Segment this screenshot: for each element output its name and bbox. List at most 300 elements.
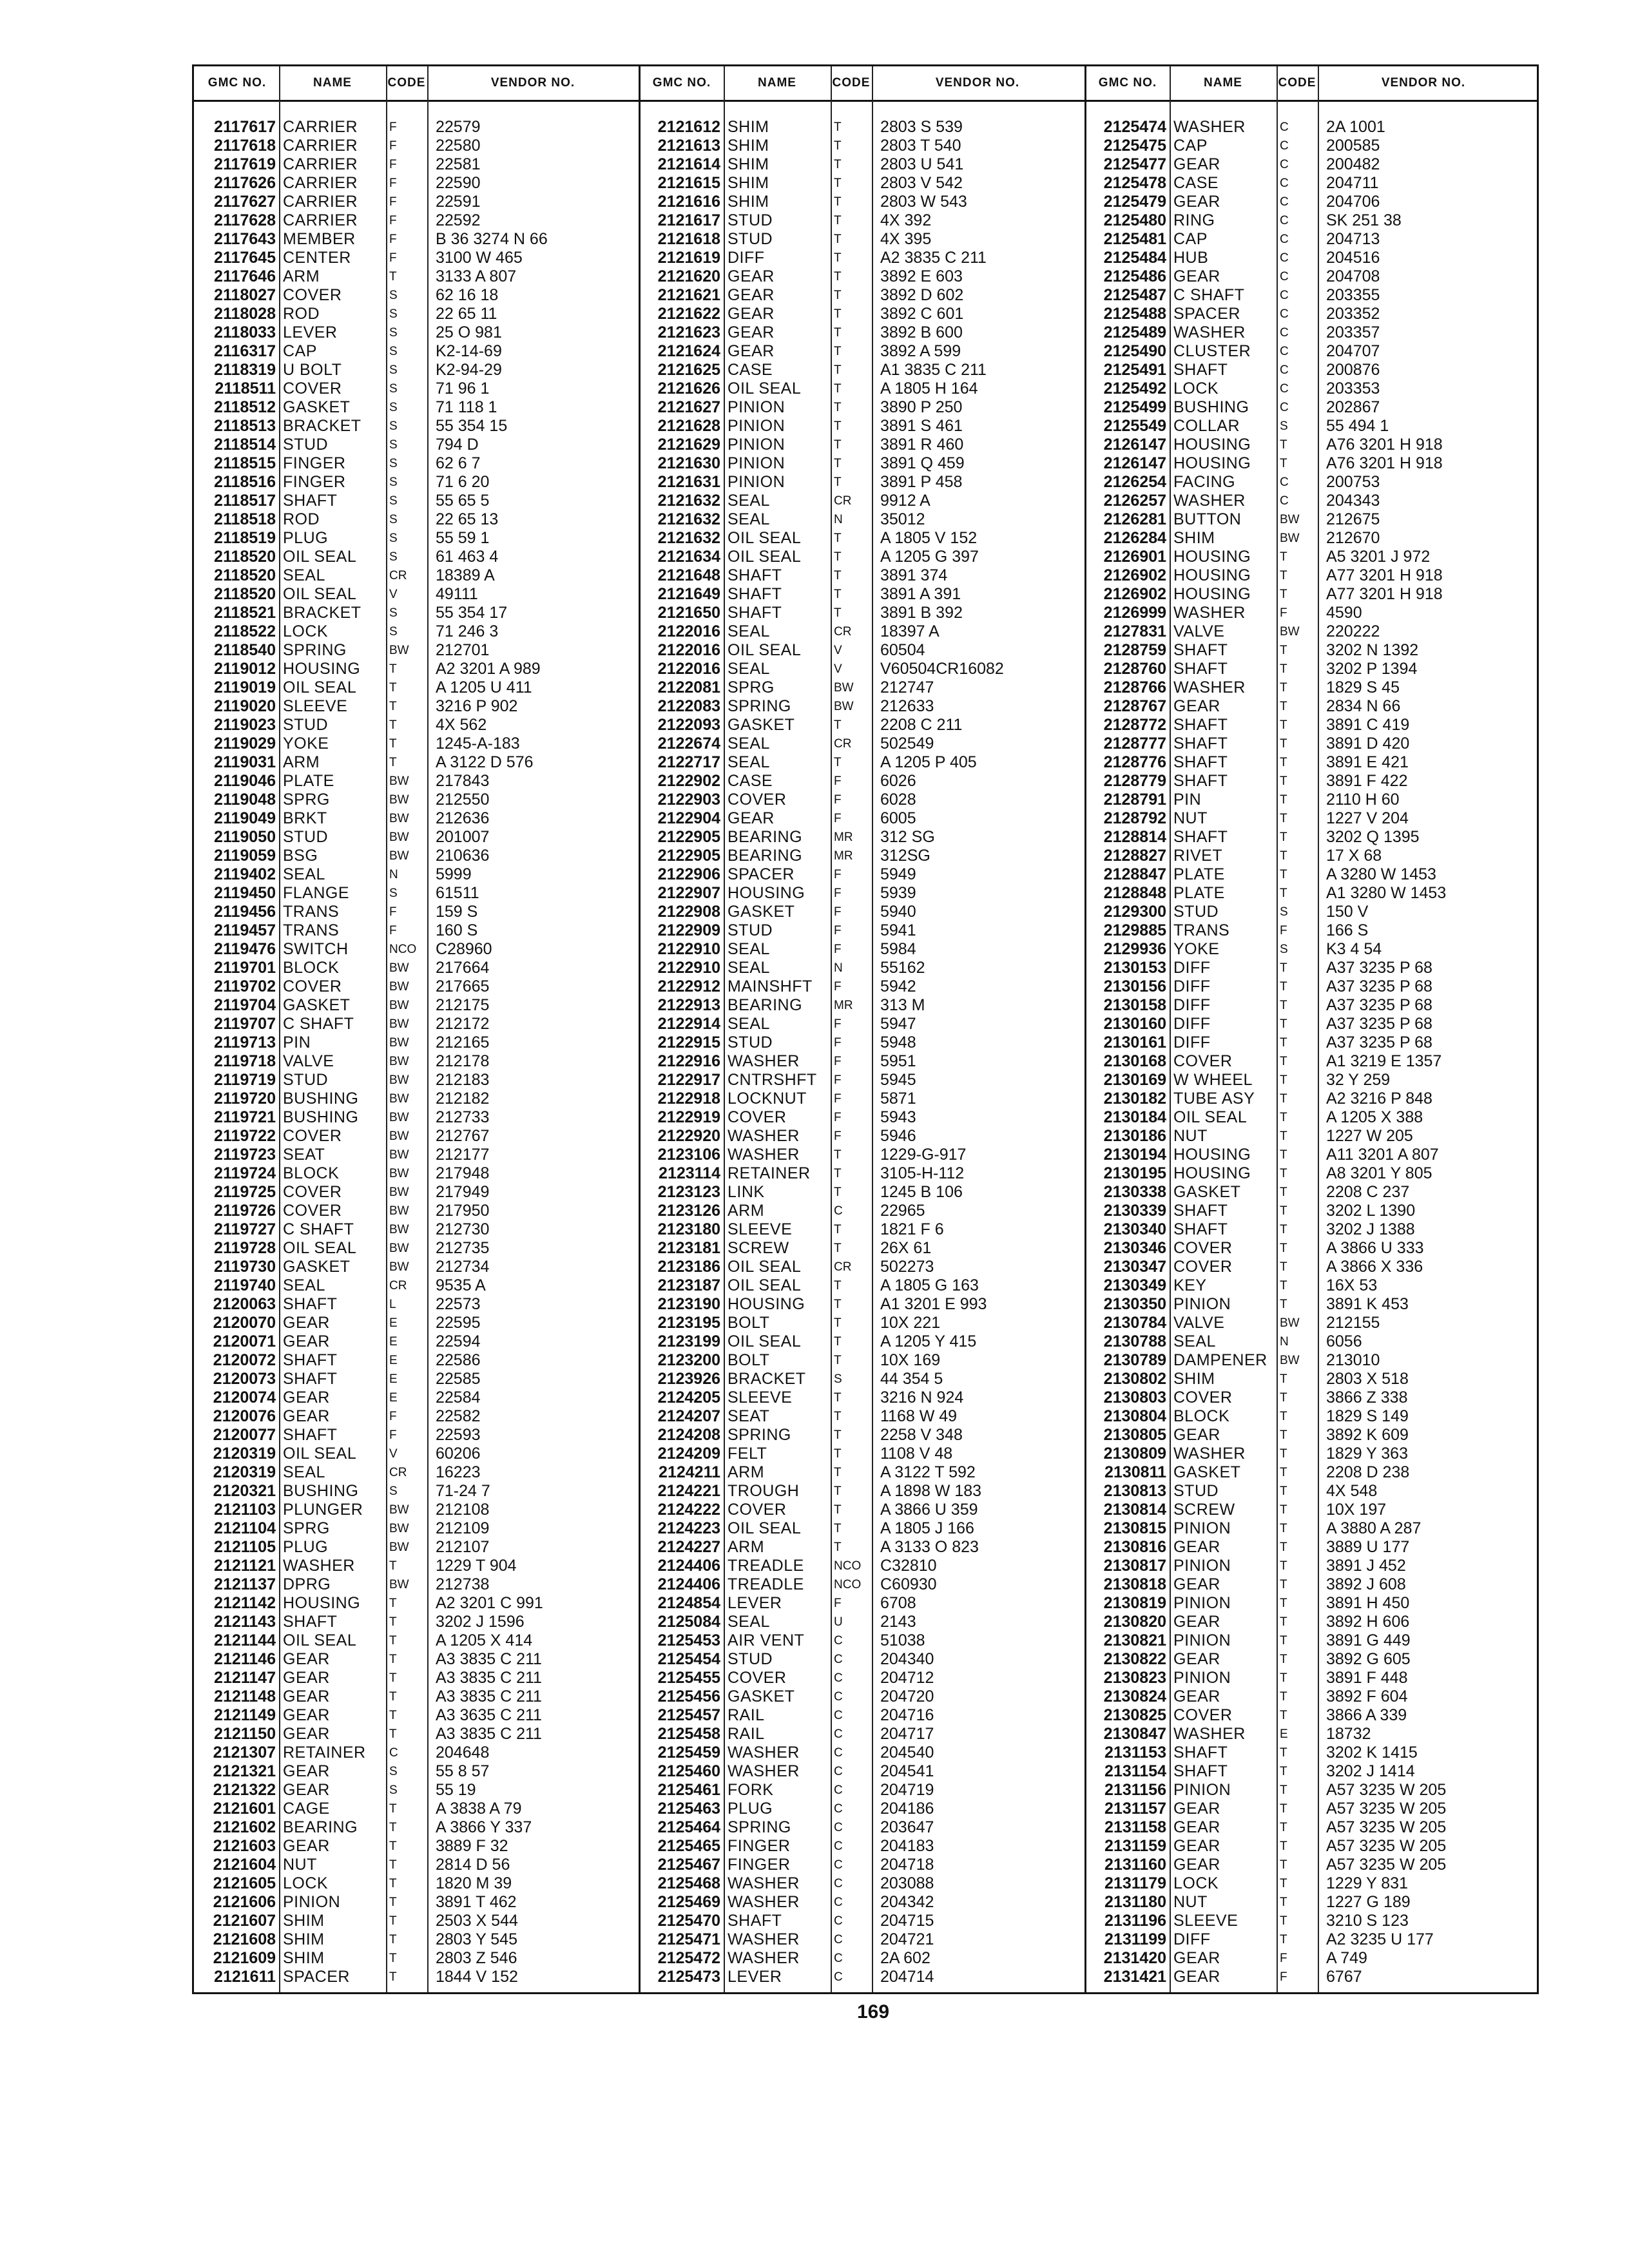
gmc-number: 2119725 — [214, 1183, 276, 1201]
gmc-number: 2118518 — [214, 510, 276, 528]
part-name: BLOCK — [283, 1164, 340, 1182]
gmc-number: 2120319 — [213, 1445, 276, 1463]
part-name: WASHER — [728, 1052, 800, 1070]
vendor-number: 1844 V 152 — [436, 1968, 518, 1986]
vendor-code: BW — [389, 980, 409, 994]
part-name: GEAR — [728, 305, 775, 323]
vendor-code: T — [834, 1148, 842, 1162]
vendor-number: 26X 61 — [880, 1239, 932, 1257]
header-code: CODE — [832, 76, 871, 90]
vendor-code: T — [389, 1671, 397, 1685]
vendor-code: T — [834, 195, 842, 209]
vendor-number: 5984 — [880, 940, 916, 958]
vendor-number: 204718 — [880, 1856, 934, 1874]
gmc-number: 2121648 — [657, 566, 720, 584]
vendor-code: BW — [389, 1578, 409, 1591]
vendor-number: 44 354 5 — [880, 1370, 943, 1388]
part-name: GEAR — [1173, 1575, 1220, 1593]
vendor-code: T — [834, 438, 842, 452]
gmc-number: 2125489 — [1103, 323, 1166, 341]
table-row — [194, 323, 1537, 342]
vendor-number: 203357 — [1326, 323, 1380, 341]
vendor-code: T — [1280, 1896, 1287, 1909]
vendor-number: 212107 — [436, 1538, 490, 1556]
gmc-number: 2119020 — [214, 697, 276, 715]
vendor-code: S — [389, 625, 398, 639]
part-name: LOCK — [283, 622, 329, 640]
vendor-number: 6056 — [1326, 1332, 1362, 1350]
vendor-code: F — [389, 924, 397, 937]
vendor-number: 51038 — [880, 1631, 925, 1649]
vendor-code: C — [834, 1933, 843, 1946]
part-name: WASHER — [728, 1949, 800, 1967]
vendor-number: 1168 W 49 — [880, 1407, 958, 1425]
part-name: BUSHING — [283, 1108, 359, 1126]
gmc-number: 2125481 — [1103, 230, 1166, 248]
vendor-code: C — [1280, 195, 1289, 209]
table-row — [194, 1276, 1537, 1295]
vendor-number: A 749 — [1326, 1949, 1367, 1967]
gmc-number: 2131154 — [1104, 1762, 1166, 1780]
vendor-code: T — [1280, 1279, 1287, 1293]
vendor-number: 3892 J 608 — [1326, 1575, 1406, 1593]
vendor-code: T — [389, 1858, 397, 1872]
vendor-code: F — [389, 233, 397, 246]
part-name: PINION — [728, 417, 786, 435]
vendor-number: 55 354 17 — [436, 604, 508, 622]
gmc-number: 2125458 — [657, 1725, 720, 1743]
part-name: SHAFT — [728, 566, 782, 584]
part-name: COVER — [283, 380, 342, 398]
vendor-number: 3891 J 452 — [1326, 1557, 1406, 1575]
gmc-number: 2130347 — [1103, 1258, 1166, 1276]
part-name: BUSHING — [1173, 398, 1249, 416]
vendor-number: 200482 — [1326, 155, 1380, 173]
part-name: GASKET — [728, 903, 795, 921]
vendor-number: 2803 U 541 — [880, 155, 964, 173]
gmc-number: 2124221 — [657, 1482, 720, 1500]
vendor-code: S — [389, 1783, 398, 1797]
vendor-code: BW — [389, 1522, 409, 1535]
vendor-code: T — [834, 756, 842, 769]
vendor-number: A3 3835 C 211 — [436, 1725, 542, 1743]
table-row — [194, 454, 1537, 473]
gmc-number: 2126284 — [1103, 529, 1166, 547]
gmc-number: 2130847 — [1103, 1725, 1166, 1743]
gmc-number: 2119740 — [214, 1276, 276, 1294]
vendor-code: NCO — [834, 1559, 862, 1573]
gmc-number: 2124854 — [657, 1594, 720, 1612]
vendor-number: 1820 M 39 — [436, 1874, 512, 1892]
vendor-number: 5949 — [880, 865, 916, 883]
gmc-number: 2121626 — [657, 380, 720, 398]
gmc-number: 2128814 — [1103, 828, 1166, 846]
vendor-code: T — [1280, 1877, 1287, 1890]
vendor-number: 6026 — [880, 772, 916, 790]
gmc-number: 2122910 — [657, 940, 720, 958]
vendor-code: F — [834, 793, 842, 807]
part-name: GASKET — [283, 1258, 351, 1276]
table-row — [194, 211, 1537, 230]
vendor-code: T — [1280, 662, 1287, 676]
part-name: BUSHING — [283, 1482, 359, 1500]
vendor-code: BW — [389, 793, 409, 807]
vendor-number: 3891 C 419 — [1326, 716, 1410, 734]
part-name: GEAR — [283, 1389, 330, 1407]
vendor-code: T — [1280, 1167, 1287, 1180]
gmc-number: 2119012 — [214, 660, 276, 678]
vendor-code: U — [834, 1615, 843, 1629]
part-name: PINION — [728, 473, 786, 491]
part-name: SHIM — [1173, 1370, 1215, 1388]
gmc-number: 2125465 — [657, 1837, 720, 1855]
vendor-number: 71 96 1 — [436, 380, 490, 398]
vendor-code: V — [389, 588, 398, 601]
part-name: BLOCK — [1173, 1407, 1230, 1425]
part-name: LEVER — [728, 1594, 782, 1612]
vendor-code: T — [834, 1335, 842, 1349]
vendor-code: C — [1280, 382, 1289, 396]
gmc-number: 2125488 — [1103, 305, 1166, 323]
gmc-number: 2122912 — [657, 977, 720, 995]
gmc-number: 2121607 — [213, 1912, 276, 1930]
part-name: OIL SEAL — [728, 380, 802, 398]
part-name: BOLT — [728, 1314, 770, 1332]
gmc-number: 2125460 — [657, 1762, 720, 1780]
gmc-number: 2130814 — [1103, 1501, 1166, 1519]
vendor-code: C — [834, 1709, 843, 1722]
part-name: SHAFT — [1173, 1762, 1228, 1780]
vendor-number: A1 3280 W 1453 — [1326, 884, 1447, 902]
part-name: PLUNGER — [283, 1501, 363, 1519]
part-name: GEAR — [283, 1314, 330, 1332]
vendor-code: T — [834, 120, 842, 134]
vendor-code: S — [389, 532, 398, 545]
gmc-number: 2121622 — [657, 305, 720, 323]
part-name: SLEEVE — [1173, 1912, 1239, 1930]
part-name: DIFF — [1173, 1033, 1211, 1052]
table-row — [194, 473, 1537, 492]
vendor-number: 1229 Y 831 — [1326, 1874, 1408, 1892]
vendor-number: 204648 — [436, 1744, 490, 1762]
part-name: VALVE — [1173, 622, 1225, 640]
vendor-number: 3891 H 450 — [1326, 1594, 1410, 1612]
part-name: DIFF — [1173, 1930, 1211, 1948]
vendor-code: NCO — [834, 1578, 862, 1591]
vendor-code: F — [834, 1055, 842, 1068]
gmc-number: 2118515 — [214, 454, 276, 472]
vendor-number: 22591 — [436, 193, 481, 211]
table-row — [194, 772, 1537, 791]
gmc-number: 2130346 — [1103, 1239, 1166, 1257]
vendor-number: 2143 — [880, 1613, 916, 1631]
gmc-number: 2125486 — [1103, 267, 1166, 285]
vendor-number: 3202 J 1596 — [436, 1613, 525, 1631]
part-name: PLUG — [728, 1800, 773, 1818]
vendor-code: T — [389, 662, 397, 676]
gmc-number: 2119702 — [214, 977, 276, 995]
vendor-code: CR — [834, 625, 852, 639]
vendor-number: 212155 — [1326, 1314, 1380, 1332]
table-row — [194, 1781, 1537, 1800]
part-name: GEAR — [283, 1407, 330, 1425]
vendor-code: T — [1280, 868, 1287, 881]
vendor-code: C — [834, 1671, 843, 1685]
vendor-code: T — [834, 569, 842, 582]
gmc-number: 2129885 — [1103, 921, 1166, 939]
part-name: FINGER — [728, 1856, 791, 1874]
gmc-number: 2122081 — [657, 678, 720, 697]
gmc-number: 2130789 — [1103, 1351, 1166, 1369]
vendor-number: 212636 — [436, 809, 490, 827]
vendor-number: 212108 — [436, 1501, 490, 1519]
gmc-number: 2123186 — [657, 1258, 720, 1276]
gmc-number: 2126902 — [1103, 585, 1166, 603]
gmc-number: 2131153 — [1104, 1744, 1166, 1762]
part-name: PLUG — [283, 1538, 329, 1556]
part-name: ROD — [283, 510, 320, 528]
part-name: GEAR — [283, 1706, 330, 1724]
vendor-code: T — [389, 1802, 397, 1816]
vendor-code: T — [1280, 1055, 1287, 1068]
gmc-number: 2130161 — [1103, 1033, 1166, 1052]
part-name: SHIM — [283, 1949, 325, 1967]
vendor-code: T — [834, 1316, 842, 1330]
gmc-number: 2125484 — [1103, 249, 1166, 267]
part-name: PINION — [283, 1893, 341, 1911]
gmc-number: 2118511 — [215, 380, 276, 398]
gmc-number: 2130817 — [1103, 1557, 1166, 1575]
vendor-number: 2208 C 211 — [880, 716, 963, 734]
table-row — [194, 267, 1537, 286]
part-name: COVER — [1173, 1706, 1233, 1724]
vendor-number: 200876 — [1326, 361, 1380, 379]
part-name: SEAT — [283, 1146, 325, 1164]
vendor-code: T — [834, 233, 842, 246]
vendor-code: T — [1280, 569, 1287, 582]
table-row — [194, 1426, 1537, 1445]
vendor-code: C — [1280, 289, 1289, 302]
vendor-code: E — [389, 1372, 398, 1386]
table-row — [194, 996, 1537, 1015]
part-name: SEAL — [1173, 1332, 1216, 1350]
part-name: HOUSING — [1173, 585, 1251, 603]
gmc-number: 2128827 — [1103, 847, 1166, 865]
vendor-code: E — [389, 1391, 398, 1405]
part-name: SHIM — [728, 174, 769, 192]
gmc-number: 2125467 — [657, 1856, 720, 1874]
vendor-code: T — [834, 1410, 842, 1423]
vendor-code: F — [834, 1036, 842, 1050]
vendor-code: F — [834, 943, 842, 956]
vendor-number: 6028 — [880, 791, 916, 809]
vendor-number: 5951 — [880, 1052, 916, 1070]
table-row — [194, 436, 1537, 454]
vendor-code: T — [389, 1933, 397, 1946]
vendor-number: 3891 D 420 — [1326, 735, 1410, 753]
vendor-number: 10X 169 — [880, 1351, 941, 1369]
vendor-code: T — [1280, 1092, 1287, 1106]
vendor-code: T — [834, 1186, 842, 1199]
part-name: SCREW — [1173, 1501, 1235, 1519]
part-name: BSG — [283, 847, 318, 865]
gmc-number: 2121142 — [214, 1594, 276, 1612]
gmc-number: 2119050 — [214, 828, 276, 846]
gmc-number: 2122918 — [657, 1090, 720, 1108]
vendor-code: BW — [389, 831, 409, 844]
vendor-number: 55 494 1 — [1326, 417, 1389, 435]
part-name: SHAFT — [1173, 753, 1228, 771]
vendor-number: 3133 A 807 — [436, 267, 517, 285]
part-name: GEAR — [283, 1687, 330, 1706]
gmc-number: 2121605 — [213, 1874, 276, 1892]
table-row — [194, 1744, 1537, 1762]
vendor-number: 212182 — [436, 1090, 490, 1108]
part-name: SHIM — [283, 1912, 325, 1930]
gmc-number: 2130811 — [1104, 1463, 1166, 1481]
gmc-number: 2130804 — [1103, 1407, 1166, 1425]
table-row — [194, 1445, 1537, 1463]
header-vendor: VENDOR NO. — [935, 76, 1020, 90]
part-name: SHAFT — [1173, 361, 1228, 379]
vendor-code: T — [1280, 1653, 1287, 1666]
part-name: STUD — [1173, 1482, 1219, 1500]
vendor-code: S — [389, 1765, 398, 1778]
part-name: HOUSING — [1173, 566, 1251, 584]
gmc-number: 2130816 — [1103, 1538, 1166, 1556]
part-name: OIL SEAL — [1173, 1108, 1248, 1126]
gmc-number: 2123106 — [657, 1146, 720, 1164]
vendor-number: 4X 392 — [880, 211, 932, 229]
part-name: MEMBER — [283, 230, 356, 248]
vendor-code: T — [1280, 1129, 1287, 1143]
gmc-number: 2122717 — [657, 753, 720, 771]
gmc-number: 2117643 — [214, 230, 276, 248]
vendor-code: F — [834, 1092, 842, 1106]
vendor-number: 22586 — [436, 1351, 481, 1369]
part-name: PIN — [1173, 791, 1202, 809]
gmc-number: 2121121 — [214, 1557, 276, 1575]
vendor-number: 2803 T 540 — [880, 137, 961, 155]
vendor-number: 3892 C 601 — [880, 305, 964, 323]
part-name: LOCK — [1173, 1874, 1219, 1892]
part-name: FINGER — [728, 1837, 791, 1855]
part-name: SLEEVE — [728, 1389, 793, 1407]
vendor-code: T — [834, 1223, 842, 1236]
vendor-code: BW — [389, 1036, 409, 1050]
part-name: BEARING — [728, 847, 803, 865]
part-name: TUBE ASY — [1173, 1090, 1255, 1108]
gmc-number: 2125463 — [657, 1800, 720, 1818]
part-name: C SHAFT — [283, 1015, 354, 1033]
table-header — [194, 66, 1537, 102]
vendor-number: 3892 K 609 — [1326, 1426, 1409, 1444]
part-name: COVER — [1173, 1258, 1233, 1276]
vendor-code: S — [389, 550, 398, 564]
gmc-number: 2121617 — [657, 211, 720, 229]
vendor-code: C — [1280, 270, 1289, 284]
gmc-number: 2118520 — [214, 566, 276, 584]
part-name: RETAINER — [728, 1164, 811, 1182]
vendor-code: T — [1280, 550, 1287, 564]
gmc-number: 2120071 — [213, 1332, 276, 1350]
part-name: DAMPENER — [1173, 1351, 1268, 1369]
part-name: FACING — [1173, 473, 1236, 491]
vendor-code: F — [389, 905, 397, 919]
vendor-number: 3891 A 391 — [880, 585, 961, 603]
part-name: COVER — [1173, 1389, 1233, 1407]
vendor-number: 212550 — [436, 791, 490, 809]
vendor-code: T — [389, 1634, 397, 1648]
gmc-number: 2125491 — [1103, 361, 1166, 379]
vendor-number: 3889 F 32 — [436, 1837, 508, 1855]
vendor-code: BW — [834, 681, 854, 695]
vendor-code: T — [1280, 1821, 1287, 1834]
part-name: GEAR — [1173, 193, 1220, 211]
gmc-number: 2128760 — [1103, 660, 1166, 678]
vendor-code: T — [834, 326, 842, 340]
vendor-code: C — [834, 1877, 843, 1890]
part-name: SHAFT — [728, 604, 782, 622]
gmc-number: 2119476 — [214, 940, 276, 958]
part-name: SHAFT — [1173, 716, 1228, 734]
vendor-code: C — [834, 1952, 843, 1965]
part-name: HOUSING — [1173, 1164, 1251, 1182]
part-name: PINION — [728, 398, 786, 416]
gmc-number: 2119031 — [214, 753, 276, 771]
part-name: SLEEVE — [283, 697, 348, 715]
vendor-number: A 3866 X 336 — [1326, 1258, 1423, 1276]
vendor-number: 62 16 18 — [436, 286, 499, 304]
vendor-number: 18389 A — [436, 566, 495, 584]
vendor-code: S — [389, 363, 398, 377]
vendor-code: N — [834, 961, 843, 975]
vendor-code: T — [389, 1615, 397, 1629]
vendor-code: T — [834, 606, 842, 620]
gmc-number: 2122915 — [657, 1033, 720, 1052]
gmc-number: 2122904 — [657, 809, 720, 827]
vendor-code: T — [834, 1447, 842, 1461]
vendor-code: T — [1280, 1746, 1287, 1760]
vendor-number: 212633 — [880, 697, 934, 715]
part-name: OIL SEAL — [283, 1239, 357, 1257]
part-name: STUD — [283, 716, 329, 734]
vendor-number: 212109 — [436, 1519, 490, 1537]
table-row — [194, 1183, 1537, 1202]
vendor-number: 5943 — [880, 1108, 916, 1126]
part-name: GEAR — [1173, 1613, 1220, 1631]
table-row — [194, 174, 1537, 193]
gmc-number: 2130153 — [1103, 959, 1166, 977]
vendor-number: 22 65 11 — [436, 305, 497, 323]
vendor-code: BW — [389, 1092, 409, 1106]
part-name: GEAR — [1173, 1837, 1220, 1855]
table-row — [194, 1220, 1537, 1239]
vendor-number: 1245 B 106 — [880, 1183, 963, 1201]
vendor-code: T — [389, 1709, 397, 1722]
vendor-code: T — [1280, 980, 1287, 994]
gmc-number: 2122914 — [657, 1015, 720, 1033]
vendor-number: 2834 N 66 — [1326, 697, 1401, 715]
gmc-number: 2130819 — [1103, 1594, 1166, 1612]
vendor-code: T — [1280, 438, 1287, 452]
vendor-number: A3 3835 C 211 — [436, 1687, 542, 1706]
part-name: GEAR — [283, 1650, 330, 1668]
vendor-number: 3891 S 461 — [880, 417, 963, 435]
vendor-number: A76 3201 H 918 — [1326, 436, 1443, 454]
gmc-number: 2124209 — [657, 1445, 720, 1463]
vendor-number: A77 3201 H 918 — [1326, 585, 1443, 603]
